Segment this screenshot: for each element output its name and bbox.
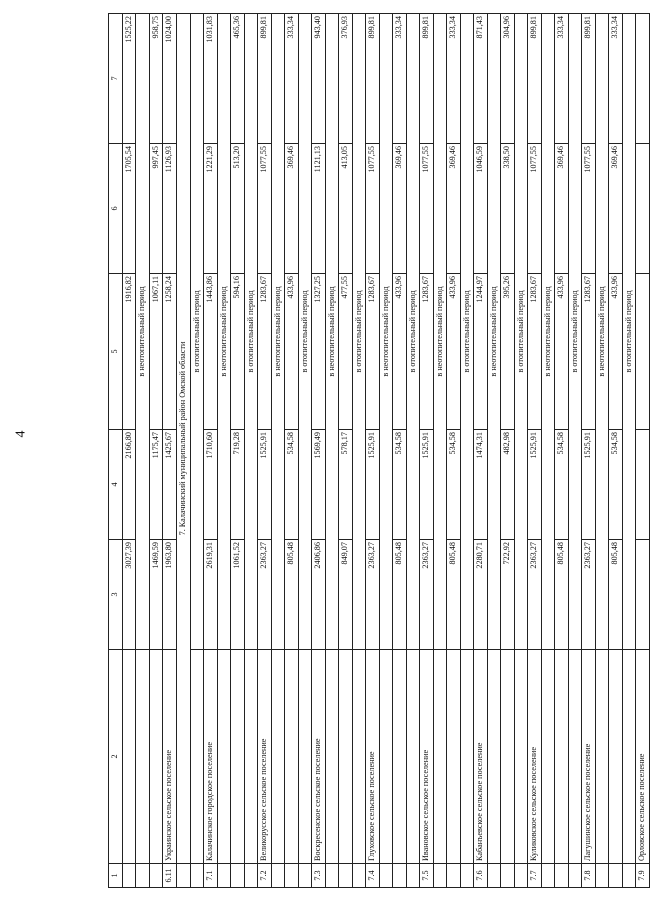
tariff-value-cell [636,144,650,274]
tariff-value-cell: 2166,80 [122,430,136,540]
empty-cell [298,650,312,864]
empty-cell [433,650,447,864]
settlement-name-cell: Великорусское сельское поселение [258,650,272,864]
period-label: в неотопительный период [271,14,285,650]
settlement-name-cell: Украинское сельское поселение [163,650,177,864]
empty-cell [352,864,366,888]
period-label-row [136,14,150,888]
tariff-value-cell: 805,48 [393,540,407,650]
tariff-value-cell: 1283,67 [366,274,380,430]
section-row [176,14,190,888]
row-number-cell: 7.3 [312,864,326,888]
tariff-value-cell: 482,98 [501,430,515,540]
tariff-value-cell: 1283,67 [528,274,542,430]
period-label-row [595,14,609,888]
row-number-cell [149,864,163,888]
empty-cell [136,864,150,888]
tariff-value-cell: 2363,27 [420,540,434,650]
row-number-cell: 7.7 [528,864,542,888]
empty-cell [568,864,582,888]
period-label-row [514,14,528,888]
rotated-table-wrapper [108,14,647,888]
tariff-value-cell: 1327,25 [312,274,326,430]
tariff-value-cell: 433,96 [447,274,461,430]
tariff-value-cell: 1175,47 [149,430,163,540]
tariff-value-cell: 1077,55 [528,144,542,274]
table-row [501,14,515,888]
tariff-value-cell [636,540,650,650]
period-label: в неотопительный период [136,14,150,650]
tariff-value-cell: 369,46 [393,144,407,274]
settlement-name-cell [285,650,299,864]
empty-cell [271,650,285,864]
tariff-value-cell: 369,46 [285,144,299,274]
tariff-value-cell: 413,05 [339,144,353,274]
tariff-value-cell: 376,93 [339,14,353,144]
row-number-cell [393,864,407,888]
tariff-value-cell: 1710,60 [204,430,218,540]
empty-cell [514,864,528,888]
header-cell: 6 [109,144,123,274]
tariff-value-cell: 338,50 [501,144,515,274]
tariff-value-cell: 1525,91 [420,430,434,540]
row-number-cell [231,864,245,888]
tariff-value-cell: 534,58 [447,430,461,540]
table-row [312,14,326,888]
settlement-name-cell: Кабанъевское сельское поселение [474,650,488,864]
table-row [636,14,650,888]
table-row [420,14,434,888]
tariff-value-cell: 1525,91 [528,430,542,540]
tariff-value-cell [636,14,650,144]
tariff-value-cell: 578,17 [339,430,353,540]
tariff-value-cell: 433,96 [609,274,623,430]
tariff-value-cell: 1469,59 [149,540,163,650]
period-label: в отопительный период [190,14,204,650]
header-cell: 7 [109,14,123,144]
period-label-row [217,14,231,888]
settlement-name-cell [393,650,407,864]
empty-cell [568,650,582,864]
row-number-cell [555,864,569,888]
period-label-row [190,14,204,888]
tariff-value-cell: 2363,27 [366,540,380,650]
row-number-cell: 7.2 [258,864,272,888]
tariff-value-cell: 1077,55 [420,144,434,274]
tariff-value-cell: 849,07 [339,540,353,650]
empty-cell [406,864,420,888]
empty-cell [460,864,474,888]
table-row [555,14,569,888]
period-label-row [460,14,474,888]
header-cell: 3 [109,540,123,650]
tariff-value-cell: 304,96 [501,14,515,144]
empty-cell [190,650,204,864]
tariff-value-cell: 2363,27 [258,540,272,650]
row-number-cell [339,864,353,888]
tariff-value-cell: 1077,55 [366,144,380,274]
tariff-value-cell: 534,58 [285,430,299,540]
tariff-value-cell: 1283,67 [420,274,434,430]
header-cell: 1 [109,864,123,888]
period-label-row [433,14,447,888]
tariff-value-cell: 997,45 [149,144,163,274]
settlement-name-cell: Куликовское сельское поселение [528,650,542,864]
tariff-value-cell: 1244,97 [474,274,488,430]
table-row [163,14,177,888]
tariff-value-cell: 1077,55 [258,144,272,274]
empty-cell [271,864,285,888]
tariff-value-cell: 1525,91 [582,430,596,540]
tariff-value-cell: 719,28 [231,430,245,540]
table-row [528,14,542,888]
tariff-value-cell [636,430,650,540]
empty-cell [325,650,339,864]
tariff-value-cell: 1221,29 [204,144,218,274]
header-cell: 5 [109,274,123,430]
tariff-value-cell: 1283,67 [582,274,596,430]
settlement-name-cell: Ивановское сельское поселение [420,650,434,864]
tariff-value-cell: 433,96 [285,274,299,430]
settlement-name-cell [122,650,136,864]
tariff-value-cell: 1569,49 [312,430,326,540]
tariff-value-cell: 943,40 [312,14,326,144]
settlement-name-cell: Воскресенское сельское поселение [312,650,326,864]
tariff-value-cell: 1121,13 [312,144,326,274]
table-row [231,14,245,888]
tariff-value-cell: 465,36 [231,14,245,144]
period-label-row [541,14,555,888]
period-label-row [298,14,312,888]
empty-cell [244,650,258,864]
table-row [122,14,136,888]
table-row [366,14,380,888]
tariff-value-cell: 1474,31 [474,430,488,540]
tariff-value-cell: 899,81 [528,14,542,144]
empty-cell [622,650,636,864]
tariff-value-cell: 722,92 [501,540,515,650]
tariff-value-cell: 805,48 [555,540,569,650]
tariff-value-cell: 871,43 [474,14,488,144]
header-row [109,14,123,888]
settlement-name-cell [501,650,515,864]
tariff-value-cell: 899,81 [366,14,380,144]
period-label-row [406,14,420,888]
tariff-value-cell: 594,16 [231,274,245,430]
settlement-name-cell: Лагушинское сельское поселение [582,650,596,864]
row-number-cell [122,864,136,888]
tariff-value-cell: 899,81 [582,14,596,144]
tariff-value-cell: 433,96 [393,274,407,430]
empty-cell [433,864,447,888]
tariff-value-cell: 958,75 [149,14,163,144]
tariff-value-cell: 2363,27 [528,540,542,650]
table-row [339,14,353,888]
empty-cell [352,650,366,864]
row-number-cell [447,864,461,888]
tariff-value-cell: 899,81 [258,14,272,144]
tariff-value-cell: 1067,11 [149,274,163,430]
empty-cell [298,864,312,888]
empty-cell [190,864,204,888]
period-label-row [568,14,582,888]
table-body [109,14,650,888]
period-label: в неотопительный период [325,14,339,650]
tariff-value-cell: 369,46 [555,144,569,274]
header-cell: 2 [109,650,123,864]
tariff-value-cell: 433,96 [555,274,569,430]
period-label: в отопительный период [460,14,474,650]
settlement-name-cell [555,650,569,864]
tariff-value-cell: 477,55 [339,274,353,430]
row-number-cell [609,864,623,888]
tariff-value-cell: 2619,31 [204,540,218,650]
empty-cell [217,650,231,864]
period-label: в отопительный период [514,14,528,650]
row-number-cell: 7.1 [204,864,218,888]
tariff-value-cell: 333,34 [393,14,407,144]
settlement-name-cell [447,650,461,864]
table-row [285,14,299,888]
tariff-value-cell: 1126,93 [163,144,177,274]
period-label-row [379,14,393,888]
tariff-value-cell: 2280,71 [474,540,488,650]
tariff-value-cell: 513,20 [231,144,245,274]
tariff-value-cell: 3027,39 [122,540,136,650]
tariff-value-cell: 333,34 [555,14,569,144]
tariff-value-cell: 1525,22 [122,14,136,144]
table-row [204,14,218,888]
period-label: в неотопительный период [379,14,393,650]
tariff-value-cell: 1283,67 [258,274,272,430]
settlement-name-cell [149,650,163,864]
empty-cell [514,650,528,864]
settlement-name-cell: Калачинское городское поселение [204,650,218,864]
row-number-cell: 6.11 [163,864,177,888]
period-label: в неотопительный период [541,14,555,650]
table-row [149,14,163,888]
table-row [474,14,488,888]
period-label-row [325,14,339,888]
tariff-value-cell [636,274,650,430]
settlement-name-cell [609,650,623,864]
period-label: в отопительный период [244,14,258,650]
row-number-cell: 7.6 [474,864,488,888]
row-number-cell: 7.5 [420,864,434,888]
tariff-value-cell: 2363,27 [582,540,596,650]
row-number-cell [285,864,299,888]
settlement-name-cell [231,650,245,864]
empty-cell [244,864,258,888]
tariff-value-cell: 333,34 [447,14,461,144]
table-row [447,14,461,888]
period-label-row [352,14,366,888]
tariff-value-cell: 534,58 [555,430,569,540]
empty-cell [176,864,190,888]
row-number-cell [501,864,515,888]
tariff-value-cell: 333,34 [609,14,623,144]
empty-cell [217,864,231,888]
empty-cell [325,864,339,888]
tariff-value-cell: 1077,55 [582,144,596,274]
period-label-row [244,14,258,888]
empty-cell [595,650,609,864]
period-label: в отопительный период [568,14,582,650]
table-row [258,14,272,888]
empty-cell [622,864,636,888]
tariff-value-cell: 333,34 [285,14,299,144]
tariff-value-cell: 1705,54 [122,144,136,274]
tariff-value-cell: 369,46 [609,144,623,274]
tariff-value-cell: 805,48 [285,540,299,650]
tariff-value-cell: 534,58 [393,430,407,540]
empty-cell [379,650,393,864]
empty-cell [595,864,609,888]
period-label-row [622,14,636,888]
tariff-value-cell: 1916,82 [122,274,136,430]
tariff-value-cell: 534,58 [609,430,623,540]
tariff-value-cell: 1031,83 [204,14,218,144]
period-label: в отопительный период [298,14,312,650]
empty-cell [406,650,420,864]
tariff-value-cell: 1425,67 [163,430,177,540]
settlement-name-cell [339,650,353,864]
page-number: 4 [13,430,29,438]
tariff-value-cell: 899,81 [420,14,434,144]
empty-cell [541,864,555,888]
tariff-value-cell: 1258,24 [163,274,177,430]
tariff-value-cell: 395,26 [501,274,515,430]
tariff-value-cell: 805,48 [609,540,623,650]
tariff-table [108,13,650,888]
settlement-name-cell: Орловское сельское поселение [636,650,650,864]
row-number-cell: 7.9 [636,864,650,888]
period-label: в неотопительный период [595,14,609,650]
section-title: 7. Калачинский муниципальный район Омской области [176,14,190,864]
tariff-value-cell: 1525,91 [366,430,380,540]
period-label-row [487,14,501,888]
period-label: в неотопительный период [217,14,231,650]
period-label: в отопительный период [352,14,366,650]
table-row [582,14,596,888]
tariff-value-cell: 1963,80 [163,540,177,650]
period-label-row [271,14,285,888]
tariff-value-cell: 1061,52 [231,540,245,650]
period-label: в отопительный период [622,14,636,650]
header-cell: 4 [109,430,123,540]
settlement-name-cell: Глуховское сельское поселение [366,650,380,864]
empty-cell [460,650,474,864]
tariff-value-cell: 2406,86 [312,540,326,650]
empty-cell [487,650,501,864]
row-number-cell: 7.8 [582,864,596,888]
empty-cell [487,864,501,888]
table-row [393,14,407,888]
tariff-value-cell: 805,48 [447,540,461,650]
tariff-value-cell: 1443,86 [204,274,218,430]
row-number-cell: 7.4 [366,864,380,888]
tariff-value-cell: 1046,59 [474,144,488,274]
empty-cell [136,650,150,864]
empty-cell [541,650,555,864]
period-label: в неотопительный период [487,14,501,650]
period-label: в неотопительный период [433,14,447,650]
period-label: в отопительный период [406,14,420,650]
table-row [609,14,623,888]
tariff-value-cell: 1525,91 [258,430,272,540]
tariff-value-cell: 369,46 [447,144,461,274]
tariff-value-cell: 1024,00 [163,14,177,144]
empty-cell [379,864,393,888]
